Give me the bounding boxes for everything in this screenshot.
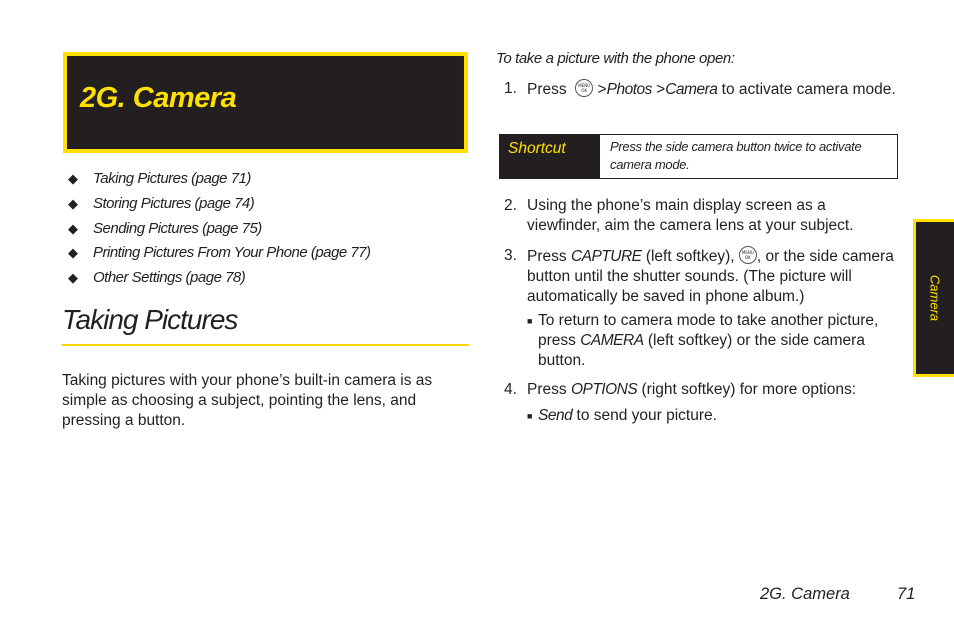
step-number: 3.	[504, 247, 517, 264]
step-text: Press CAPTURE (left softkey), MENU OK, or the side camera button until the shutter sounds. (The picture will automatically be saved in phone album.)	[527, 246, 902, 307]
section-intro: Taking pictures with your phone’s built-in camera is as simple as choosing a subject, pointing the lens, and pressing a button.	[62, 372, 433, 429]
footer-page-number: 71	[897, 585, 916, 603]
diamond-bullet-icon: ◆	[68, 245, 78, 261]
menu-ok-key-icon	[739, 246, 757, 264]
step-number: 4.	[504, 381, 517, 398]
instructions-heading: To take a picture with the phone open:	[496, 50, 735, 67]
shortcut-text: Press the side camera button twice to activate camera mode.	[610, 139, 862, 172]
chapter-header-box	[63, 52, 468, 153]
section-divider	[62, 344, 469, 346]
diamond-bullet-icon: ◆	[68, 195, 78, 211]
diamond-bullet-icon: ◆	[68, 270, 78, 286]
step-number: 1.	[504, 80, 517, 97]
diamond-bullet-icon: ◆	[68, 171, 78, 186]
chapter-toc	[68, 170, 371, 294]
chapter-side-tab[interactable]	[913, 219, 954, 377]
menu-ok-key-icon	[575, 79, 593, 97]
shortcut-box	[499, 134, 898, 179]
step-text: Press OPTIONS (right softkey) for more options:	[527, 381, 857, 398]
chapter-title: 2G. Camera	[80, 82, 237, 114]
section-title: Taking Pictures	[62, 304, 238, 335]
shortcut-label: Shortcut	[500, 135, 600, 178]
step-text: Press MENU OK >Photos >Camera to activate camera mode.	[527, 79, 902, 100]
toc-item[interactable]: ◆ Printing Pictures From Your Phone (page 77)	[68, 244, 371, 262]
diamond-bullet-icon: ◆	[68, 220, 78, 236]
footer-section-name: 2G. Camera	[760, 585, 850, 603]
toc-item[interactable]: ◆ Sending Pictures (page 75)	[68, 219, 262, 237]
toc-item[interactable]: ◆ Storing Pictures (page 74)	[68, 194, 255, 212]
toc-item[interactable]: ◆ Other Settings (page 78)	[68, 269, 246, 287]
step-text: Using the phone’s main display screen as a viewfinder, aim the camera lens at your subject.	[527, 197, 854, 234]
square-bullet-icon: ■	[527, 316, 533, 326]
square-bullet-icon: ■	[527, 411, 533, 421]
side-tab-label: Camera	[927, 274, 943, 322]
toc-item[interactable]: ◆ Taking Pictures (page 71)	[68, 170, 251, 187]
step-number: 2.	[504, 197, 517, 214]
